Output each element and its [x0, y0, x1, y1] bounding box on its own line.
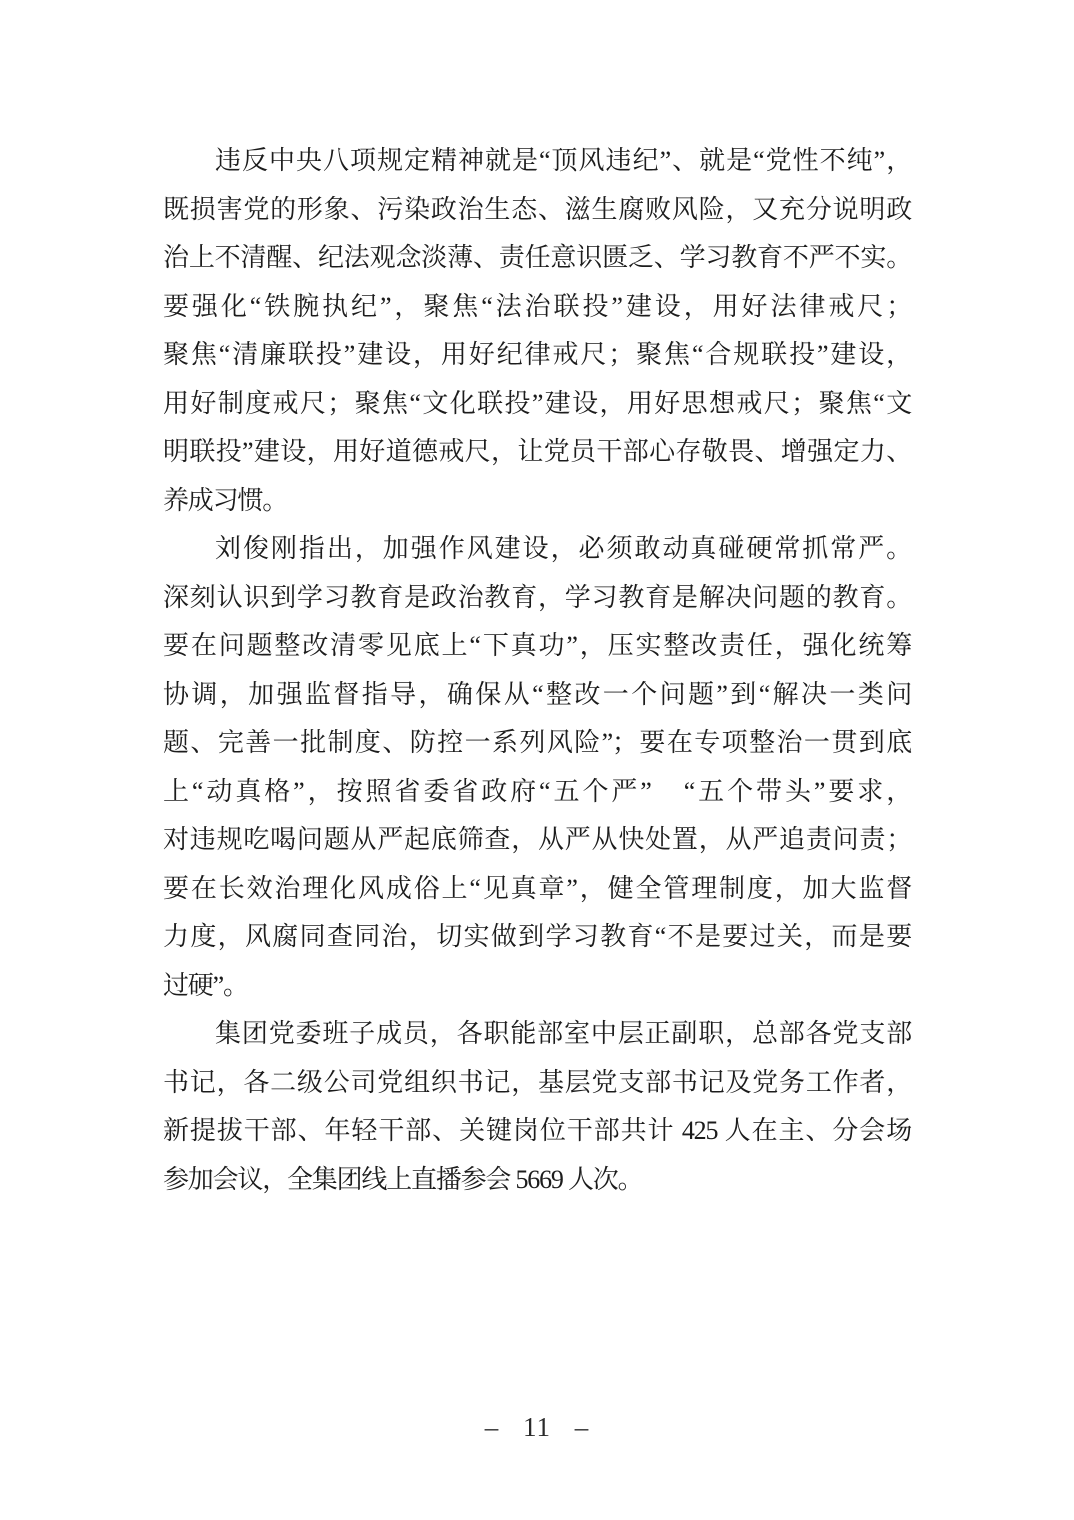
text-line: 协调，加强监督指导，确保从“整改一个问题”到“解决一类问: [163, 679, 911, 709]
text-line: 过硬”。: [163, 970, 248, 1000]
text-line: 聚焦“清廉联投”建设，用好纪律戒尺；聚焦“合规联投”建设，: [163, 340, 911, 369]
text-line: 对违规吃喝问题从严起底筛查，从严从快处置，从严追责问责；: [163, 825, 911, 854]
document-body: [163, 137, 911, 1204]
text-line: 违反中央八项规定精神就是“顶风违纪”、就是“党性不纯”，: [215, 146, 911, 175]
text-line: 明联投”建设，用好道德戒尺，让党员干部心存敬畏、增强定力、: [163, 437, 911, 466]
text-line: 养成习惯。: [163, 485, 288, 515]
text-line: 要在问题整改清零见底上“下真功”，压实整改责任，强化统筹: [163, 631, 911, 660]
text-line: 既损害党的形象、污染政治生态、滋生腐败风险，又充分说明政: [163, 194, 911, 224]
text-line: 参加会议，全集团线上直播参会 5669 人次。: [163, 1164, 643, 1194]
text-line: 用好制度戒尺；聚焦“文化联投”建设，用好思想戒尺；聚焦“文: [163, 388, 911, 418]
text-line: 上“动真格”，按照省委省政府“五个严” “五个带头”要求，: [163, 776, 911, 806]
text-line: 新提拔干部、年轻干部、关键岗位干部共计 425 人在主、分会场: [163, 1116, 911, 1145]
page-number: – 11 –: [484, 1412, 590, 1442]
text-line: 治上不清醒、纪法观念淡薄、责任意识匮乏、学习教育不严不实。: [163, 243, 911, 272]
text-line: 要强化“铁腕执纪”，聚焦“法治联投”建设，用好法律戒尺；: [163, 291, 911, 321]
text-line: 题、完善一批制度、防控一系列风险”；要在专项整治一贯到底: [163, 728, 911, 757]
text-line: 力度，风腐同查同治，切实做到学习教育“不是要过关，而是要: [163, 922, 911, 951]
text-line: 要在长效治理化风成俗上“见真章”，健全管理制度，加大监督: [163, 873, 911, 903]
text-line: 书记，各二级公司党组织书记，基层党支部书记及党务工作者，: [163, 1067, 911, 1097]
text-line: 深刻认识到学习教育是政治教育，学习教育是解决问题的教育。: [163, 582, 911, 612]
text-line: 集团党委班子成员，各职能部室中层正副职，总部各党支部: [215, 1019, 911, 1048]
text-line: 刘俊刚指出，加强作风建设，必须敢动真碰硬常抓常严。: [215, 534, 911, 563]
